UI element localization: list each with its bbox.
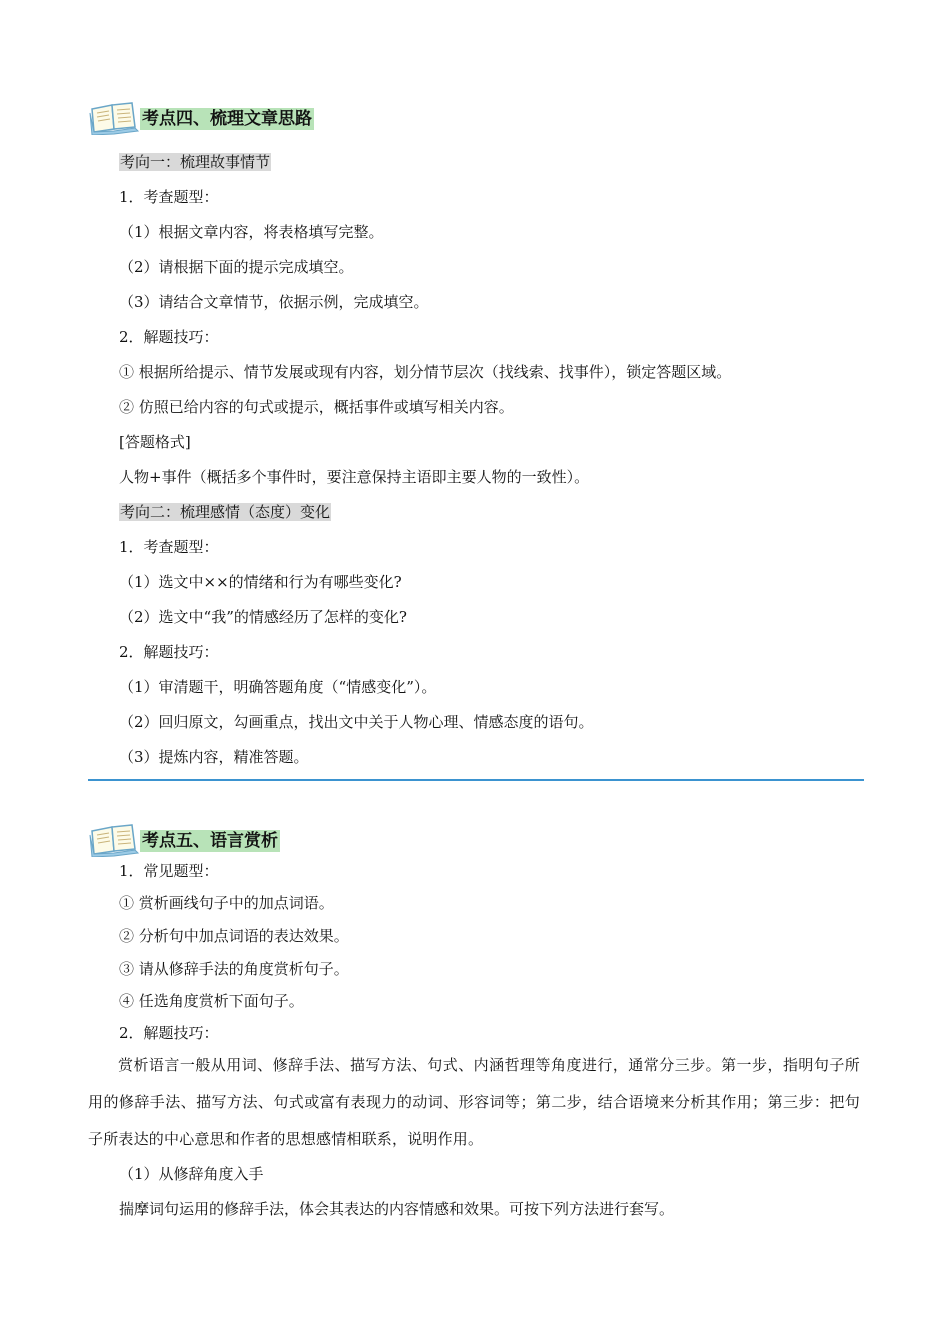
- dir2-question-2: （2）选文中“我”的情感经历了怎样的变化?: [119, 608, 407, 626]
- dir1-question-3: （3）请结合文章情节，依据示例，完成填空。: [119, 293, 429, 311]
- s5-subheading-1-text: 揣摩词句运用的修辞手法，体会其表达的内容情感和效果。可按下列方法进行套写。: [119, 1200, 675, 1218]
- dir1-tips-label: 2．解题技巧：: [119, 328, 219, 346]
- s5-question-2: ② 分析句中加点词语的表达效果。: [119, 927, 349, 945]
- s5-analysis-paragraph: 赏析语言一般从用词、修辞手法、描写方法、句式、内涵哲理等角度进行，通常分三步。第一步，指明句子所用的修辞手法、描写方法、句式或富有表现力的动词、形容词等；第二步，结合语境来分析其作用；第三步：把句子所表达的中心意思和作者的思想感情相联系，说明作用。: [88, 1056, 860, 1148]
- s5-question-4: ④ 任选角度赏析下面句子。: [119, 992, 304, 1010]
- open-book-icon: [88, 823, 140, 857]
- direction2-title: 考向二：梳理感情（态度）变化: [120, 503, 331, 521]
- dir1-question-1: （1）根据文章内容，将表格填写完整。: [119, 223, 384, 241]
- dir2-tip-3: （3）提炼内容，精准答题。: [119, 748, 309, 766]
- s5-question-types-label: 1．常见题型：: [119, 862, 219, 880]
- dir2-tip-1: （1）审清题干，明确答题角度（“情感变化”）。: [119, 678, 437, 696]
- dir2-question-types-label: 1．考查题型：: [119, 538, 219, 556]
- section-divider: [88, 779, 864, 781]
- open-book-icon: [88, 101, 140, 135]
- s5-tips-label: 2．解题技巧：: [119, 1024, 219, 1042]
- section4-heading: [88, 101, 388, 131]
- dir1-tip-1: ① 根据所给提示、情节发展或现有内容，划分情节层次（找线索、找事件），锁定答题区域。: [119, 363, 732, 381]
- section5-title: 考点五、语言赏析: [142, 831, 278, 851]
- section4-title: 考点四、梳理文章思路: [142, 109, 312, 129]
- s5-subheading-1: （1）从修辞角度入手: [119, 1165, 264, 1183]
- dir2-question-1: （1）选文中××的情绪和行为有哪些变化?: [119, 573, 402, 591]
- dir1-question-types-label: 1．考查题型：: [119, 188, 219, 206]
- dir2-tips-label: 2．解题技巧：: [119, 643, 219, 661]
- answer-format-label: [答题格式]: [119, 433, 191, 451]
- s5-question-1: ① 赏析画线句子中的加点词语。: [119, 894, 334, 912]
- dir2-tip-2: （2）回归原文，勾画重点，找出文中关于人物心理、情感态度的语句。: [119, 713, 594, 731]
- s5-question-3: ③ 请从修辞手法的角度赏析句子。: [119, 960, 349, 978]
- dir1-tip-2: ② 仿照已给内容的句式或提示，概括事件或填写相关内容。: [119, 398, 514, 416]
- dir1-question-2: （2）请根据下面的提示完成填空。: [119, 258, 354, 276]
- answer-format-text: 人物+事件（概括多个事件时，要注意保持主语即主要人物的一致性）。: [119, 468, 590, 486]
- section5-heading: [88, 823, 388, 853]
- direction1-title: 考向一：梳理故事情节: [120, 153, 271, 171]
